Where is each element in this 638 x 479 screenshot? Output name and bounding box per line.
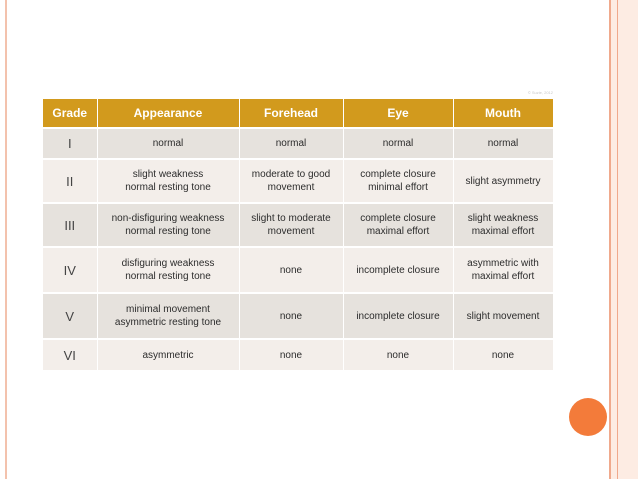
eye-text-line: normal xyxy=(382,138,414,149)
mouth-cell xyxy=(453,247,553,293)
grade-cell: III xyxy=(43,203,97,247)
appearance-text-line: slight weakness xyxy=(132,169,204,180)
forehead-cell xyxy=(239,247,343,293)
grading-table xyxy=(43,99,554,370)
table-body xyxy=(43,128,553,370)
appearance-text-line: asymmetric resting tone xyxy=(114,317,222,328)
right-border-rule-inner xyxy=(617,0,618,479)
mouth-text-line: maximal effort xyxy=(471,271,535,282)
eye-text-line: minimal effort xyxy=(368,182,428,193)
eye-cell xyxy=(343,293,453,339)
table-row xyxy=(43,293,553,339)
right-border-rule-outer xyxy=(609,0,611,479)
appearance-text-line: asymmetric xyxy=(142,349,194,361)
mouth-text-line: slight movement xyxy=(466,310,540,322)
eye-text-line: incomplete closure xyxy=(356,310,440,322)
image-credit: © Suzie, 2012 xyxy=(527,90,553,95)
appearance-text-line: disfiguring weakness xyxy=(121,258,215,269)
header-appearance: Appearance xyxy=(97,99,239,128)
eye-text-line: none xyxy=(386,349,410,361)
appearance-cell xyxy=(97,159,239,203)
eye-text-line: complete closure xyxy=(360,169,436,180)
appearance-cell xyxy=(97,128,239,159)
appearance-text-line: minimal movement xyxy=(126,304,210,315)
appearance-text-line: normal resting tone xyxy=(125,271,211,282)
eye-cell xyxy=(343,128,453,159)
appearance-text-line: non-disfiguring weakness xyxy=(111,213,225,224)
mouth-cell xyxy=(453,203,553,247)
forehead-cell xyxy=(239,293,343,339)
forehead-cell xyxy=(239,339,343,370)
appearance-cell xyxy=(97,203,239,247)
mouth-text-line: none xyxy=(491,349,515,361)
table-row xyxy=(43,339,553,370)
mouth-text-line: maximal effort xyxy=(471,226,535,237)
forehead-text-line: moderate to good xyxy=(251,169,331,180)
grade-cell: II xyxy=(43,159,97,203)
eye-cell xyxy=(343,339,453,370)
header-eye: Eye xyxy=(343,99,453,128)
eye-cell xyxy=(343,203,453,247)
orange-circle-decoration xyxy=(569,398,607,436)
mouth-text-line: slight asymmetry xyxy=(465,175,541,187)
grade-cell: V xyxy=(43,293,97,339)
table-row xyxy=(43,128,553,159)
mouth-cell xyxy=(453,128,553,159)
right-decorative-band xyxy=(609,0,638,479)
mouth-text-line: asymmetric with xyxy=(467,258,539,269)
forehead-text-line: movement xyxy=(267,226,315,237)
grade-cell: IV xyxy=(43,247,97,293)
appearance-text-line: normal resting tone xyxy=(125,226,211,237)
table-header-row xyxy=(43,99,553,128)
mouth-cell xyxy=(453,339,553,370)
eye-cell xyxy=(343,247,453,293)
forehead-cell xyxy=(239,159,343,203)
appearance-cell xyxy=(97,339,239,370)
forehead-text-line: none xyxy=(279,349,303,361)
appearance-cell xyxy=(97,247,239,293)
appearance-cell xyxy=(97,293,239,339)
appearance-text-line: normal resting tone xyxy=(125,182,211,193)
forehead-text-line: none xyxy=(279,264,303,276)
mouth-text-line: normal xyxy=(487,138,519,149)
left-border-rule xyxy=(5,0,7,479)
table-row xyxy=(43,247,553,293)
header-grade: Grade xyxy=(43,99,97,128)
mouth-cell xyxy=(453,293,553,339)
grade-cell: I xyxy=(43,128,97,159)
grade-cell: VI xyxy=(43,339,97,370)
forehead-text-line: slight to moderate xyxy=(251,213,331,224)
eye-text-line: complete closure xyxy=(360,213,436,224)
forehead-text-line: none xyxy=(279,310,303,322)
appearance-text-line: normal xyxy=(152,138,184,149)
header-mouth: Mouth xyxy=(453,99,553,128)
eye-cell xyxy=(343,159,453,203)
forehead-cell xyxy=(239,128,343,159)
forehead-text-line: movement xyxy=(267,182,315,193)
table-row xyxy=(43,159,553,203)
eye-text-line: maximal effort xyxy=(366,226,430,237)
mouth-cell xyxy=(453,159,553,203)
mouth-text-line: slight weakness xyxy=(467,213,539,224)
table-row xyxy=(43,203,553,247)
forehead-cell xyxy=(239,203,343,247)
eye-text-line: incomplete closure xyxy=(356,264,440,276)
forehead-text-line: normal xyxy=(275,138,307,149)
header-forehead: Forehead xyxy=(239,99,343,128)
